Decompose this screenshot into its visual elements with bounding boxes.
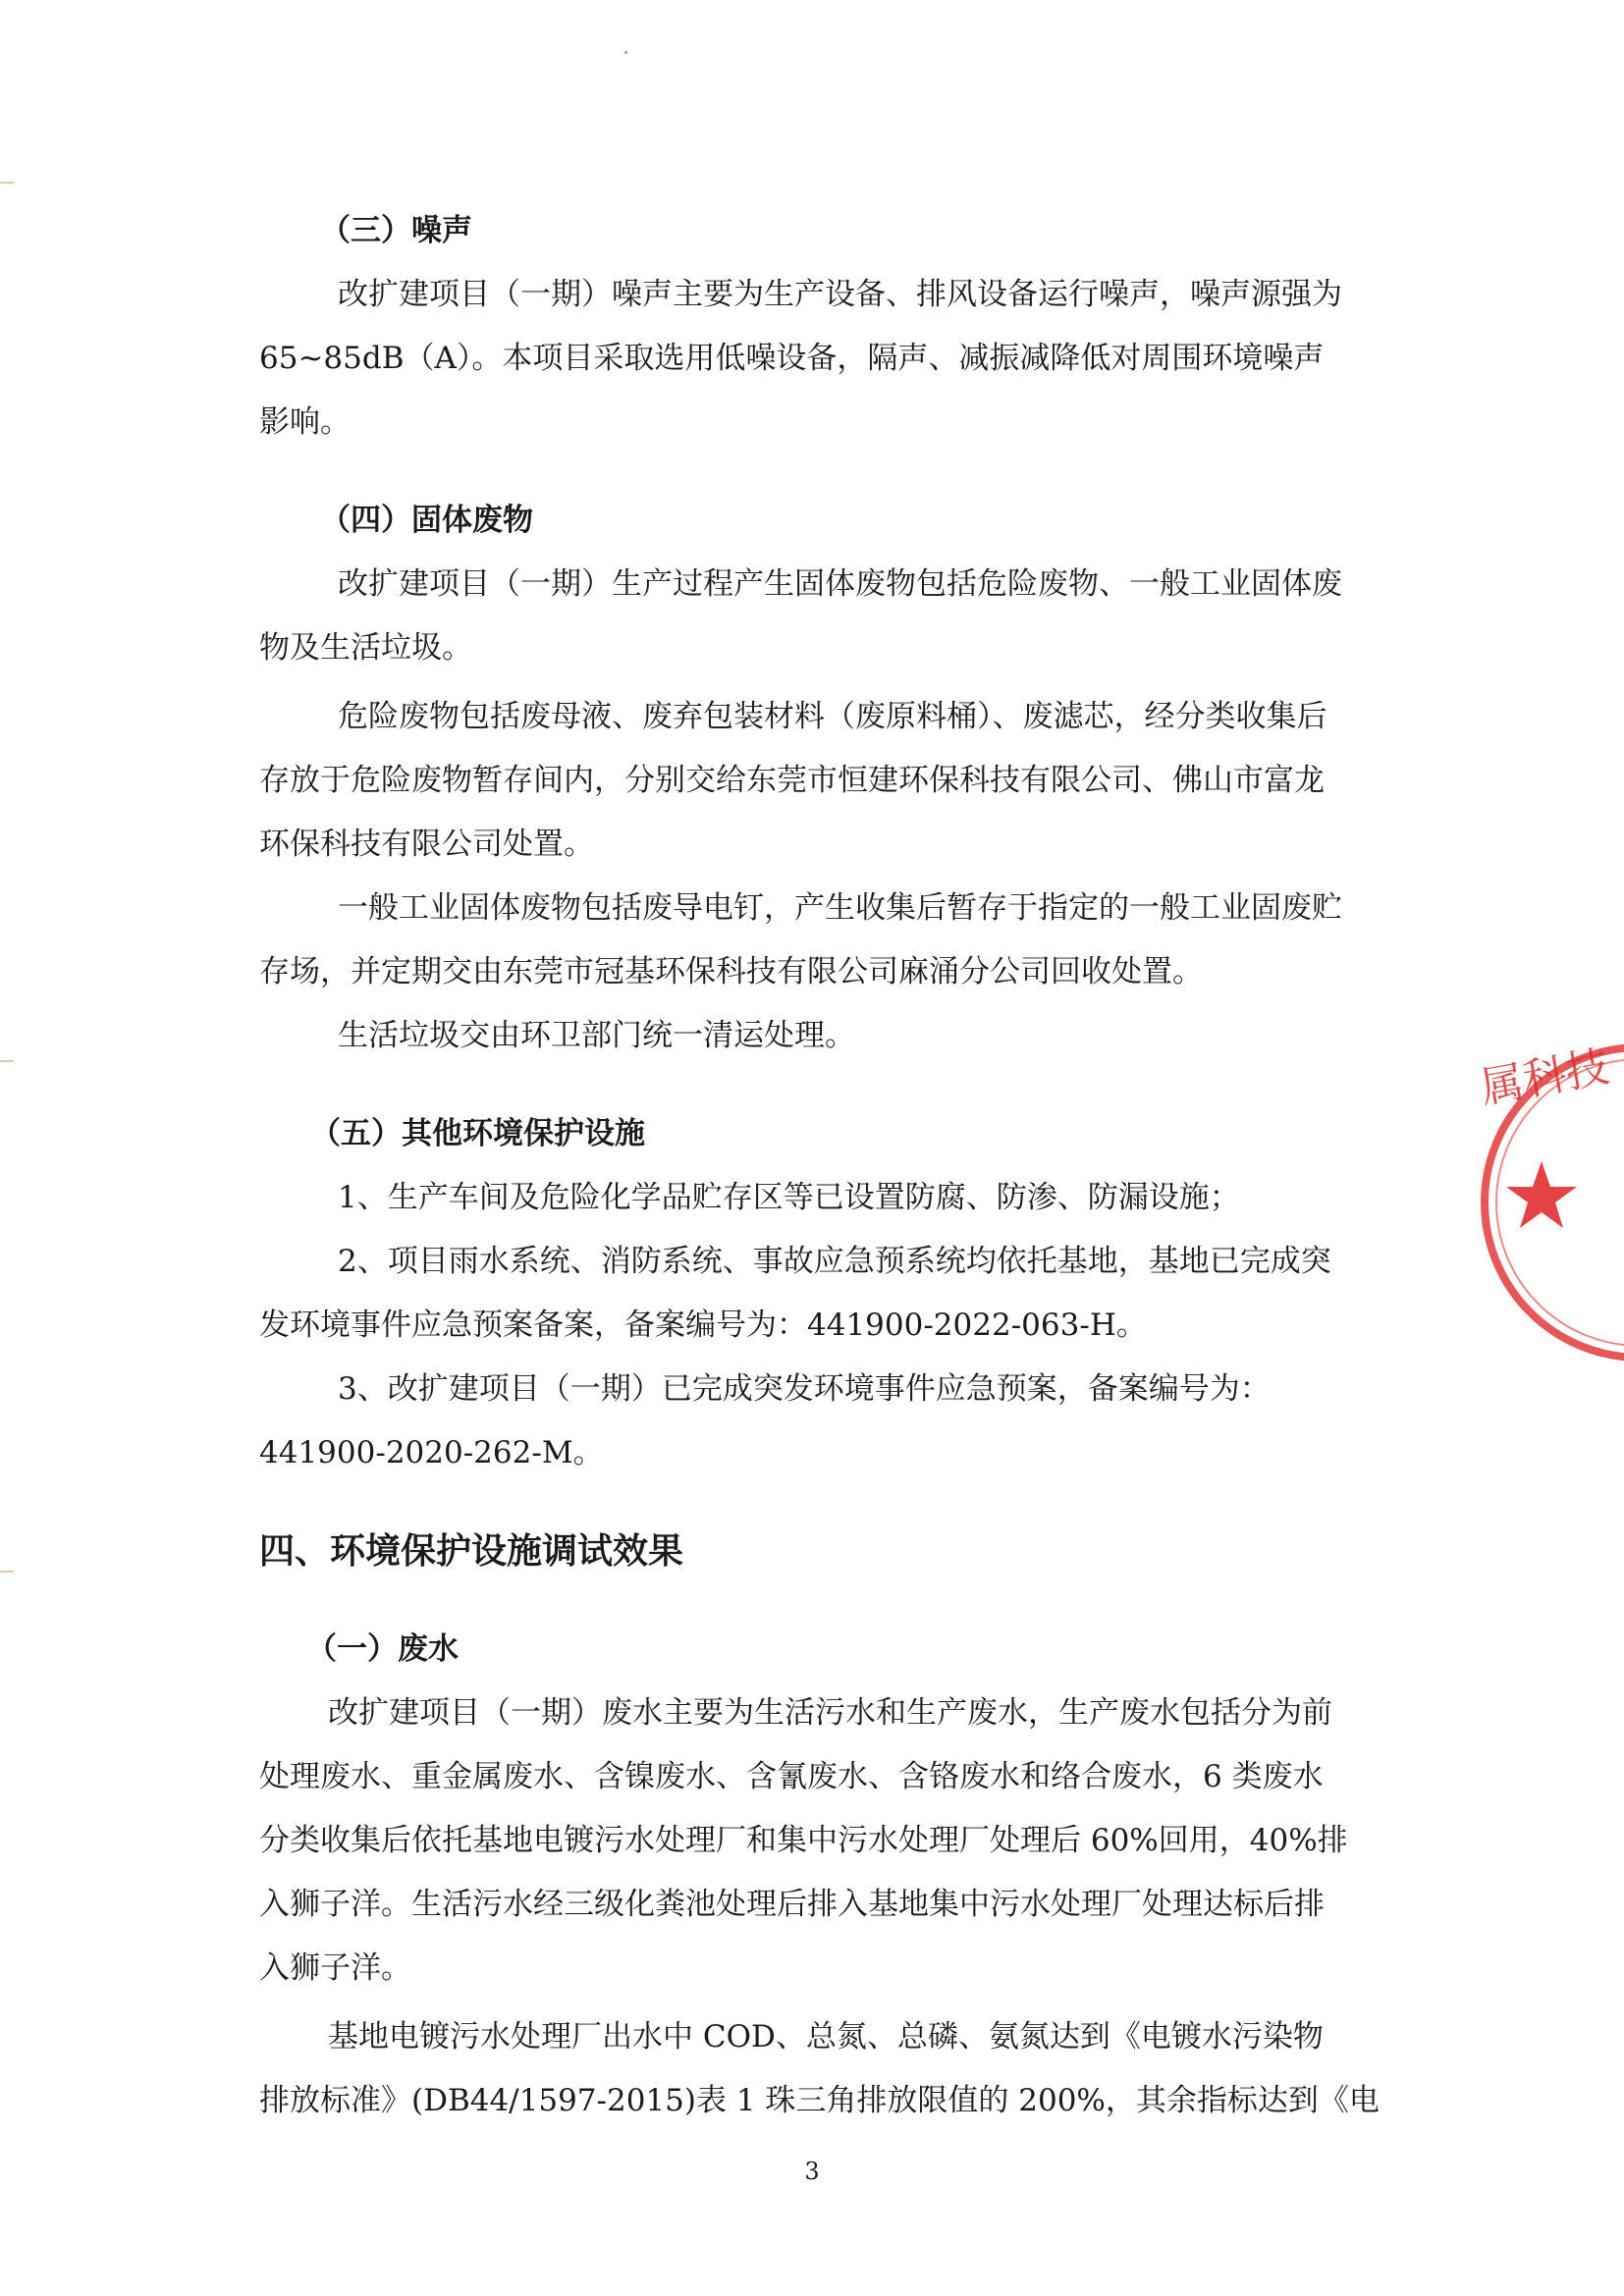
list-item: 2、项目雨水系统、消防系统、事故应急预系统均依托基地，基地已完成突 xyxy=(338,1244,1331,1279)
paragraph-line: 改扩建项目（一期）生产过程产生固体废物包括危险废物、一般工业固体废 xyxy=(338,566,1342,602)
company-seal xyxy=(1473,1036,1624,1369)
paragraph-line: 存放于危险废物暂存间内，分别交给东莞市恒建环保科技有限公司、佛山市富龙 xyxy=(259,763,1325,798)
paragraph-line: 改扩建项目（一期）废水主要为生活污水和生产废水，生产废水包括分为前 xyxy=(328,1695,1332,1731)
list-item: 441900-2020-262-M。 xyxy=(259,1435,604,1470)
paragraph-line: 一般工业固体废物包括废导电钉，产生收集后暂存于指定的一般工业固废贮 xyxy=(338,890,1342,926)
list-item: 3、改扩建项目（一期）已完成突发环境事件应急预案，备案编号为： xyxy=(338,1371,1271,1407)
list-item: 1、生产车间及危险化学品贮存区等已设置防腐、防渗、防漏设施； xyxy=(338,1180,1240,1215)
paragraph-line: 影响。 xyxy=(259,404,351,440)
scan-edge-mark xyxy=(0,1571,14,1573)
paragraph-line: 65~85dB（A）。本项目采取选用低噪设备，隔声、减振减降低对周围环境噪声 xyxy=(259,341,1325,376)
paragraph-line: 改扩建项目（一期）噪声主要为生产设备、排风设备运行噪声，噪声源强为 xyxy=(338,277,1342,312)
list-item: 发环境事件应急预案备案，备案编号为：441900-2022-063-H。 xyxy=(259,1308,1147,1343)
star-icon xyxy=(1506,1161,1577,1228)
scan-edge-mark xyxy=(0,182,14,184)
scan-edge-mark xyxy=(0,1060,14,1062)
scan-speck xyxy=(624,51,627,54)
paragraph-line: 处理废水、重金属废水、含镍废水、含氰废水、含铬废水和络合废水，6 类废水 xyxy=(259,1759,1324,1794)
page-number: 3 xyxy=(804,2158,820,2185)
section-title: 四、环境保护设施调试效果 xyxy=(259,1530,684,1572)
paragraph-line: 物及生活垃圾。 xyxy=(259,630,472,666)
paragraph-line: 环保科技有限公司处置。 xyxy=(259,827,594,862)
seal-text: 属科技 xyxy=(1476,1041,1613,1114)
paragraph-line: 危险废物包括废母液、废弃包装材料（废原料桶）、废滤芯，经分类收集后 xyxy=(338,699,1327,734)
section-heading-noise: （三）噪声 xyxy=(320,213,472,248)
paragraph-line: 入狮子洋。 xyxy=(259,1950,411,1986)
section-heading-wastewater: （一）废水 xyxy=(306,1631,459,1667)
paragraph-line: 排放标准》(DB44/1597-2015)表 1 珠三角排放限值的 200%，其余指标达到《电 xyxy=(259,2083,1380,2118)
paragraph-line: 存场，并定期交由东莞市冠基环保科技有限公司麻涌分公司回收处置。 xyxy=(259,954,1203,989)
paragraph-line: 基地电镀污水处理厂出水中 COD、总氮、总磷、氨氮达到《电镀水污染物 xyxy=(328,2019,1324,2055)
paragraph-line: 入狮子洋。生活污水经三级化粪池处理后排入基地集中污水处理厂处理达标后排 xyxy=(259,1887,1325,1922)
paragraph-line: 分类收集后依托基地电镀污水处理厂和集中污水处理厂处理后 60%回用，40%排 xyxy=(259,1823,1348,1858)
paragraph-line: 生活垃圾交由环卫部门统一清运处理。 xyxy=(338,1018,855,1053)
section-heading-solid-waste: （四）固体废物 xyxy=(320,503,533,538)
section-heading-other-facilities: （五）其他环境保护设施 xyxy=(310,1116,645,1151)
